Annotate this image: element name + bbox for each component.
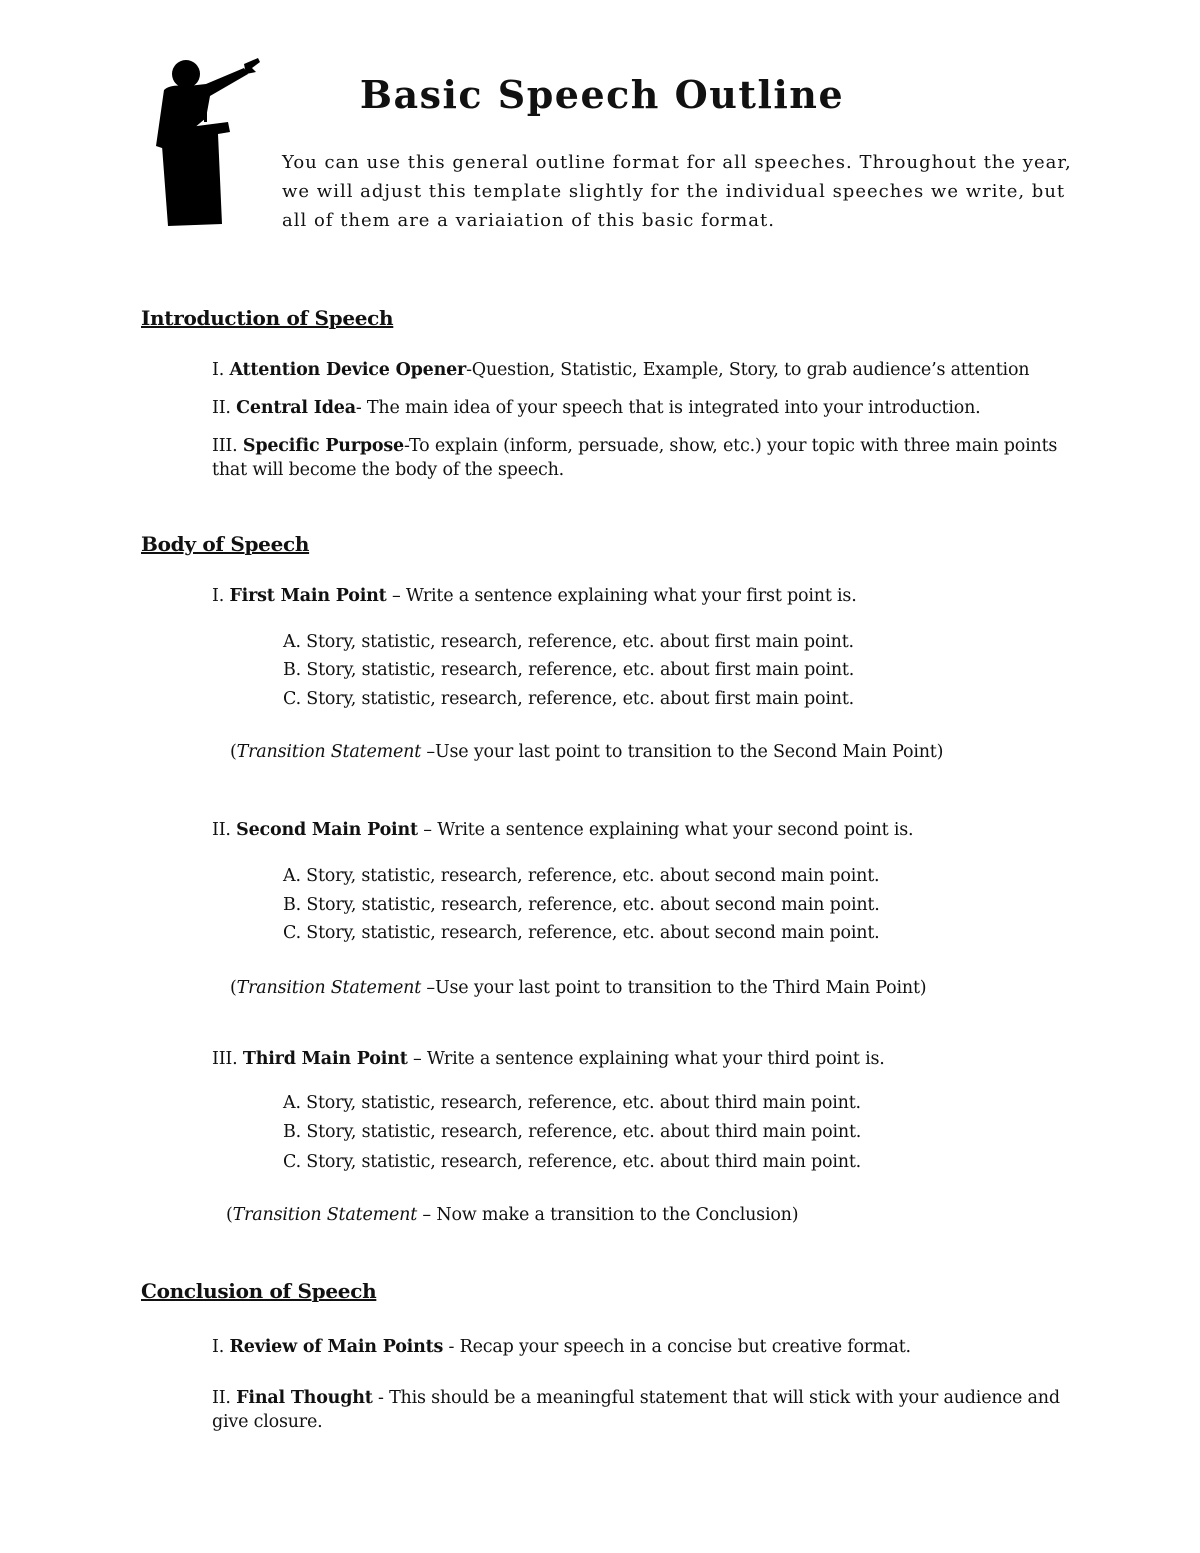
body-point-third-sub-a: A. Story, statistic, research, reference, etc. about third main point. — [283, 1093, 861, 1113]
intro-item-attention: I. Attention Device Opener-Question, Statistic, Example, Story, to grab audience’s attention — [212, 360, 1030, 380]
body-point-first-sub-a: A. Story, statistic, research, reference, etc. about first main point. — [283, 632, 854, 652]
body-point-second-sub-a: A. Story, statistic, research, reference, etc. about second main point. — [283, 866, 880, 886]
body-point-third: III. Third Main Point – Write a sentence explaining what your third point is. — [212, 1049, 885, 1069]
body-point-first-sub-c: C. Story, statistic, research, reference, etc. about first main point. — [283, 689, 855, 709]
transition-statement-third: (Transition Statement – Now make a transition to the Conclusion) — [226, 1205, 799, 1225]
transition-statement-second: (Transition Statement –Use your last point to transition to the Third Main Point) — [230, 978, 927, 998]
body-point-second-sub-b: B. Story, statistic, research, reference, etc. about second main point. — [283, 895, 880, 915]
transition-statement-first: (Transition Statement –Use your last point to transition to the Second Main Point) — [230, 742, 944, 762]
conclusion-item-review: I. Review of Main Points - Recap your speech in a concise but creative format. — [212, 1337, 911, 1357]
body-point-first-sub-b: B. Story, statistic, research, reference, etc. about first main point. — [283, 660, 855, 680]
body-heading: Body of Speech — [141, 532, 310, 556]
body-point-second: II. Second Main Point – Write a sentence explaining what your second point is. — [212, 820, 914, 840]
introduction-heading: Introduction of Speech — [141, 306, 394, 330]
description-text: You can use this general outline format for all speeches. Throughout the year, we will adjust this template slightly for the individual speeches we write, but all of them are a variaiation of this basic format. — [282, 152, 1072, 231]
conclusion-heading: Conclusion of Speech — [141, 1279, 377, 1303]
body-point-third-sub-b: B. Story, statistic, research, reference, etc. about third main point. — [283, 1122, 862, 1142]
conclusion-item-final-thought: II. Final Thought - This should be a meaningful statement that will stick with your audience and give closure. — [212, 1388, 1060, 1432]
intro-item-specific-purpose: III. Specific Purpose-To explain (inform, persuade, show, etc.) your topic with three main points that will become the body of the speech. — [212, 436, 1058, 480]
body-point-second-sub-c: C. Story, statistic, research, reference, etc. about second main point. — [283, 923, 880, 943]
page-title: Basic Speech Outline — [359, 72, 845, 117]
body-point-first: I. First Main Point – Write a sentence explaining what your first point is. — [212, 586, 857, 606]
intro-item-central-idea: II. Central Idea- The main idea of your speech that is integrated into your introduction. — [212, 398, 981, 418]
body-point-third-sub-c: C. Story, statistic, research, reference, etc. about third main point. — [283, 1152, 862, 1172]
